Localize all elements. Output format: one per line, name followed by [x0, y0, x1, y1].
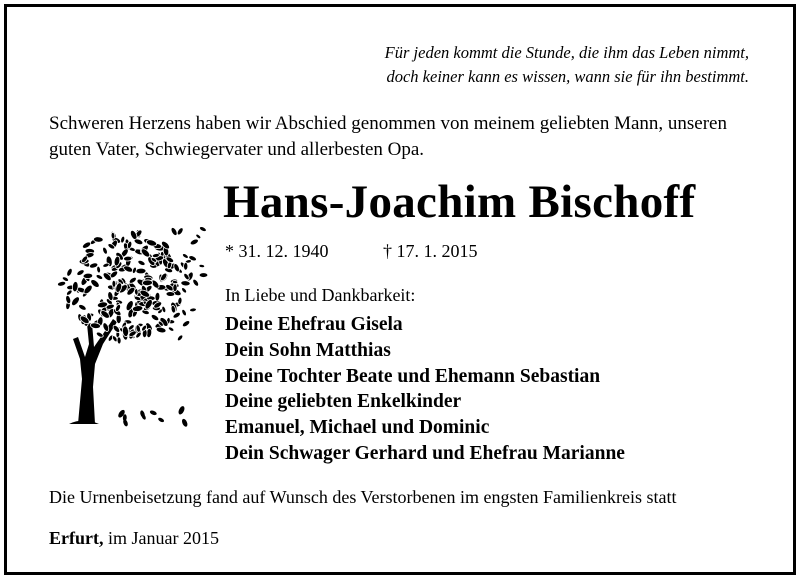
motto-verse: [385, 41, 749, 89]
death-date: † 17. 1. 2015: [383, 241, 478, 261]
list-item: Dein Sohn Matthias: [225, 339, 391, 361]
obituary-frame: [4, 4, 796, 575]
burial-note: Die Urnenbeisetzung fand auf Wunsch des Verstorbenen im engsten Familienkreis statt: [49, 487, 677, 507]
list-item: Emanuel, Michael und Dominic: [225, 417, 490, 439]
list-item: Deine Tochter Beate und Ehemann Sebastian: [225, 365, 601, 387]
list-item: Deine Ehefrau Gisela: [225, 314, 403, 335]
birth-date: * 31. 12. 1940: [225, 241, 329, 261]
motto-line-2: doch keiner kann es wissen, wann sie für ihn bestimmt.: [386, 67, 749, 86]
signoff-date: im Januar 2015: [103, 528, 219, 548]
deceased-name: Hans-Joachim Bischoff: [223, 176, 696, 228]
signoff: [49, 528, 219, 549]
motto-line-1: Für jeden kommt die Stunde, die ihm das Leben nimmt,: [384, 43, 749, 62]
list-item: Dein Schwager Gerhard und Ehefrau Marianne: [225, 442, 625, 464]
mourners-list: [225, 312, 625, 467]
tree-with-falling-leaves-icon: [51, 219, 211, 434]
life-dates: [225, 241, 478, 262]
intro-text: Schweren Herzens haben wir Abschied genommen von meinem geliebten Mann, unseren guten Vater, Schwiegervater und allerbesten Opa.: [49, 113, 727, 160]
thanks-line: In Liebe und Dankbarkeit:: [225, 285, 416, 305]
list-item: Deine geliebten Enkelkinder: [225, 391, 462, 413]
signoff-place: Erfurt,: [49, 528, 104, 548]
